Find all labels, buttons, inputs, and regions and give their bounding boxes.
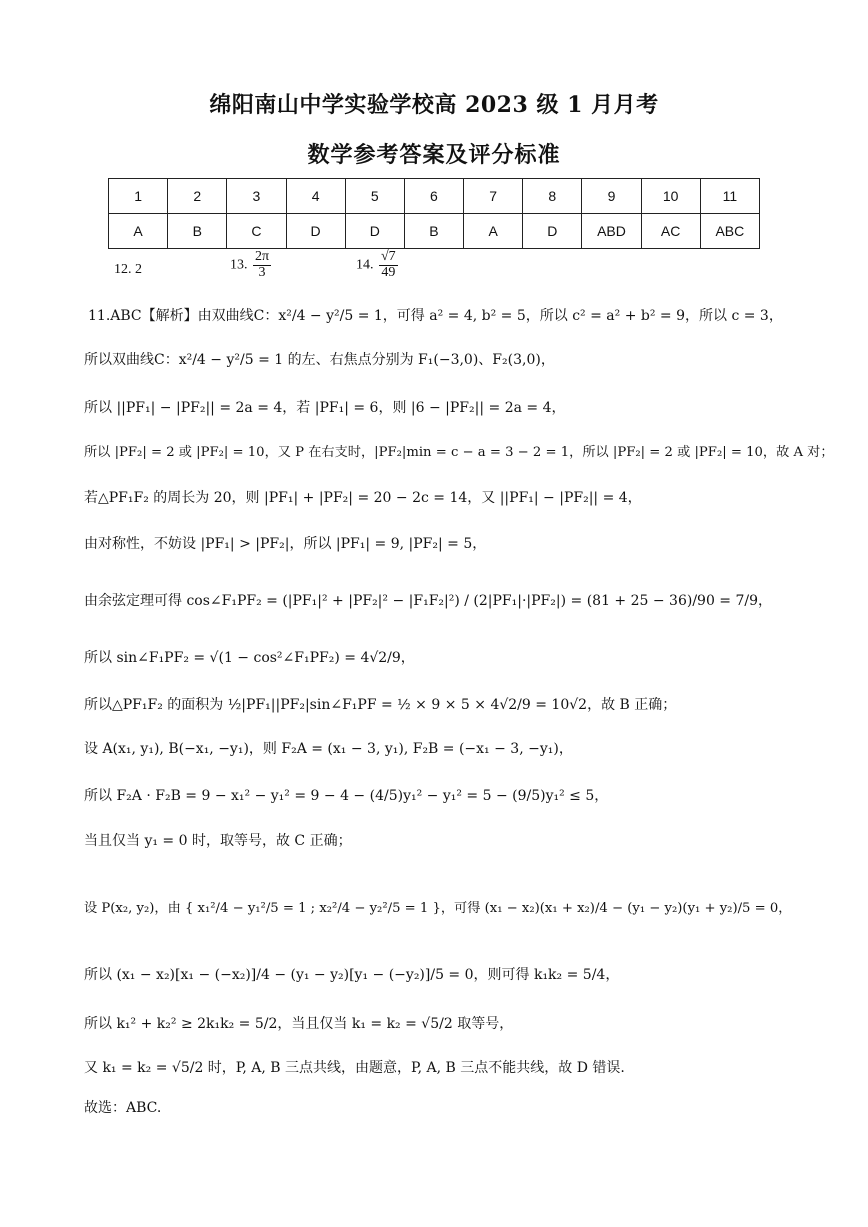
answer-cell: AC — [641, 214, 700, 249]
fill-in-answer-12: 12. 2 — [114, 262, 142, 277]
answer-cell: ABC — [700, 214, 759, 249]
solution-line: 当且仅当 y₁ = 0 时，取等号，故 C 正确； — [84, 833, 352, 849]
solution-line: 由对称性，不妨设 |PF₁| > |PF₂|，所以 |PF₁| = 9, |PF₂| = 5， — [84, 536, 487, 552]
solution-line: 所以△PF₁F₂ 的面积为 ½|PF₁||PF₂|sin∠F₁PF = ½ × 9 × 5 × 4√2/9 = 10√2，故 B 正确； — [84, 697, 677, 713]
answer-cell: B — [168, 214, 227, 249]
answer-cell: A — [109, 214, 168, 249]
fill-in-answer-14 — [356, 250, 400, 280]
answer-cell: D — [523, 214, 582, 249]
solution-line: 所以 ||PF₁| − |PF₂|| = 2a = 4，若 |PF₁| = 6，则 |6 − |PF₂|| = 2a = 4， — [84, 400, 566, 416]
exam-subtitle: 数学参考答案及评分标准 — [307, 142, 561, 168]
answer-cell: A — [464, 214, 523, 249]
solution-line: 故选：ABC. — [84, 1100, 162, 1116]
fill-in-answer-13 — [230, 250, 273, 280]
answer-cell: C — [227, 214, 286, 249]
question-number: 9 — [582, 179, 641, 214]
solution-line: 若△PF₁F₂ 的周长为 20，则 |PF₁| + |PF₂| = 20 − 2c = 14，又 ||PF₁| − |PF₂|| = 4， — [84, 490, 642, 506]
fill-in-label-13: 13. — [230, 257, 248, 273]
solution-line: 所以双曲线C：x²/4 − y²/5 = 1 的左、右焦点分别为 F₁(−3,0)、F₂(3,0)， — [84, 352, 555, 368]
question-number: 7 — [464, 179, 523, 214]
answer-table-number-row — [109, 179, 760, 214]
solution-line: 设 A(x₁, y₁), B(−x₁, −y₁)，则 F₂A = (x₁ − 3, y₁), F₂B = (−x₁ − 3, −y₁)， — [84, 741, 573, 757]
question-number: 8 — [523, 179, 582, 214]
question-number: 11 — [700, 179, 759, 214]
fraction — [253, 250, 271, 280]
fraction — [379, 250, 398, 280]
solution-line: 所以 F₂A · F₂B = 9 − x₁² − y₁² = 9 − 4 − (4/5)y₁² − y₁² = 5 − (9/5)y₁² ≤ 5， — [84, 788, 609, 804]
question-number: 1 — [109, 179, 168, 214]
fraction-denominator: 3 — [258, 264, 266, 280]
solution-line: 所以 (x₁ − x₂)[x₁ − (−x₂)]/4 − (y₁ − y₂)[y₁ − (−y₂)]/5 = 0，则可得 k₁k₂ = 5/4， — [84, 967, 620, 983]
question-number: 2 — [168, 179, 227, 214]
solution-line: 由余弦定理可得 cos∠F₁PF₂ = (|PF₁|² + |PF₂|² − |F₁F₂|²) / (2|PF₁|·|PF₂|) = (81 + 25 − 36)/90 = 7/9， — [84, 593, 773, 609]
question-number: 5 — [345, 179, 404, 214]
question-number: 6 — [404, 179, 463, 214]
fraction-numerator: 2π — [255, 249, 270, 264]
fraction-denominator: 49 — [381, 264, 396, 280]
solution-line: 所以 sin∠F₁PF₂ = √(1 − cos²∠F₁PF₂) = 4√2/9， — [84, 650, 415, 666]
answer-cell: D — [345, 214, 404, 249]
answer-cell: B — [404, 214, 463, 249]
question-number: 10 — [641, 179, 700, 214]
solution-line: 所以 k₁² + k₂² ≥ 2k₁k₂ = 5/2，当且仅当 k₁ = k₂ = √5/2 取等号， — [84, 1016, 514, 1032]
solution-line: 又 k₁ = k₂ = √5/2 时，P, A, B 三点共线，由题意，P, A, B 三点不能共线，故 D 错误. — [84, 1060, 625, 1076]
answer-cell: ABD — [582, 214, 641, 249]
fill-in-label-14: 14. — [356, 257, 374, 273]
answer-cell: D — [286, 214, 345, 249]
fraction-numerator: √7 — [381, 249, 396, 264]
exam-title: 绵阳南山中学实验学校高 2023 级 1 月月考 — [209, 92, 659, 118]
question-number: 3 — [227, 179, 286, 214]
solution-line: 11.ABC【解析】由双曲线C：x²/4 − y²/5 = 1，可得 a² = 4, b² = 5，所以 c² = a² + b² = 9，所以 c = 3， — [88, 308, 783, 324]
solution-line: 所以 |PF₂| = 2 或 |PF₂| = 10，又 P 在右支时，|PF₂|min = c − a = 3 − 2 = 1，所以 |PF₂| = 2 或 |PF₂| = 10，故 A 对； — [84, 445, 834, 460]
answer-table-answer-row — [109, 214, 760, 249]
solution-line: 设 P(x₂, y₂)，由 { x₁²/4 − y₁²/5 = 1 ; x₂²/4 − y₂²/5 = 1 }，可得 (x₁ − x₂)(x₁ + x₂)/4 − (y₁ − y₂)(y₁ + y₂)/5 = 0， — [84, 901, 792, 916]
question-number: 4 — [286, 179, 345, 214]
answer-table — [108, 178, 760, 249]
